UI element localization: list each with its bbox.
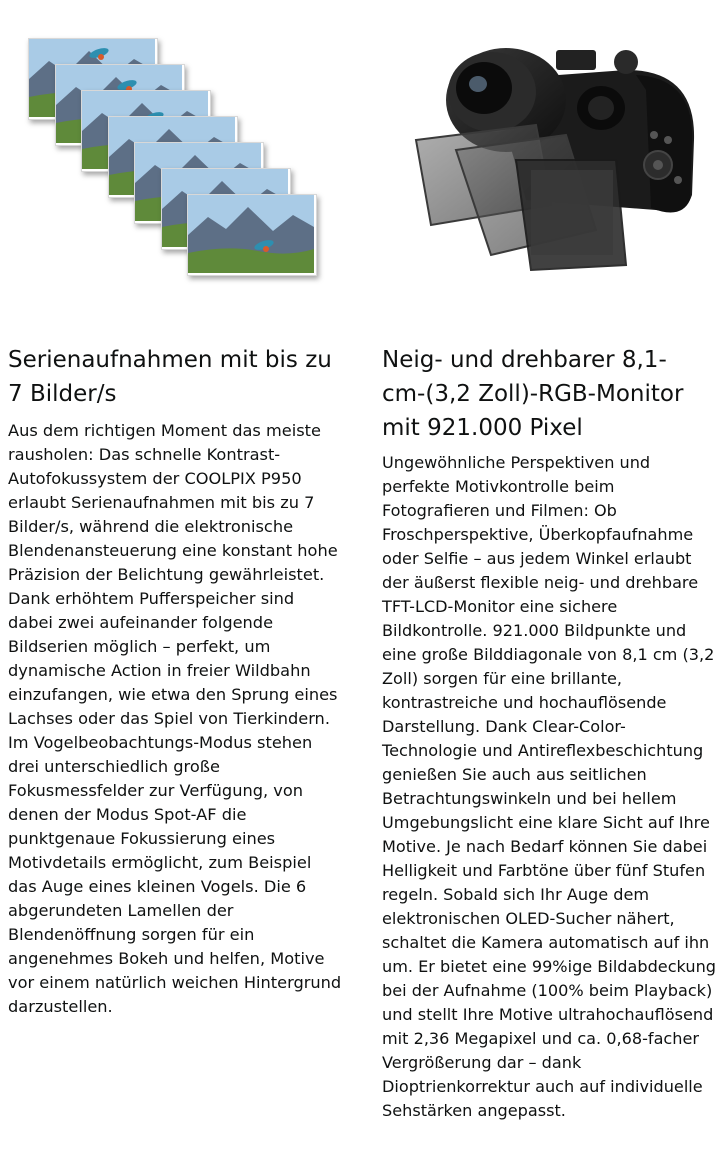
- burst-sequence-image: [0, 0, 340, 320]
- mountain-landscape-icon: [188, 195, 314, 273]
- burst-photo-frame: [187, 194, 317, 276]
- camera-icon: [396, 30, 696, 290]
- camera-tilting-monitor-image: [374, 0, 714, 320]
- feature-title: Neig- und drehbarer 8,1-cm-(3,2 Zoll)-RGB-Monitor mit 921.000 Pixel: [382, 347, 684, 441]
- feature-description: Ungewöhnliche Perspektiven und perfekte Motivkontrolle beim Fotografieren und Filmen: Ob Froschperspektive, Überkopfaufnahme oder Selfie – aus jedem Winkel erlaubt der äußerst flexible neig- und drehbare TFT-LCD-Monitor eine sichere Bildkontrolle. 921.000 Bildpunkte und eine große Bilddiagonale von 8,1 cm (3,2 Zoll) sorgen für eine brillante, kontrastreiche und hochauflösende Darstellung. Dank Clear-Color-Technologie und Antireflexbeschichtung genießen Sie auch aus seitlichen Betrachtungswinkeln und bei hellem Umgebungslicht eine klare Sicht auf Ihre Motive. Je nach Bedarf können Sie dabei Helligkeit und Farbtöne über fünf Stufen regeln. Sobald sich Ihr Auge dem elektronischen OLED-Sucher nähert, schaltet die Kamera automatisch auf ihn um. Er bietet eine 99%ige Bildabdeckung bei der Aufnahme (100% beim Playback) und stellt Ihre Motive ultrahochauflösend mit 2,36 Megapixel und ca. 0,68-facher Vergrößerung dar – dank Dioptrienkorrektur auch auf individuelle Sehstärken angepasst.: [382, 453, 716, 1120]
- feature-burst-shooting: [0, 0, 342, 1016]
- feature-title: Serienaufnahmen mit bis zu 7 Bilder/s: [8, 347, 332, 407]
- feature-description: Aus dem richtigen Moment das meiste rausholen: Das schnelle Kontrast-Autofokussystem der COOLPIX P950 erlaubt Serienaufnahmen mit bis zu 7 Bilder/s, während die elektronische Blendenansteuerung eine konstant hohe Präzision der Belichtung gewährleistet. Dank erhöhtem Pufferspeicher sind dabei zwei aufeinander folgende Bildserien möglich – perfekt, um dynamische Action in freier Wildbahn einzufangen, wie etwa den Sprung eines Lachses oder das Spiel von Tierkindern. Im Vogelbeobachtungs-Modus stehen drei unterschiedlich große Fokusmessfelder zur Verfügung, von denen der Modus Spot-AF die punktgenaue Fokussierung eines Motivdetails ermöglicht, zum Beispiel das Auge eines kleinen Vogels. Die 6 abgerundeten Lamellen der Blendenöffnung sorgen für ein angenehmes Bokeh und helfen, Motive vor einem natürlich weichen Hintergrund darzustellen.: [8, 421, 342, 1016]
- feature-tilting-monitor: [374, 0, 716, 1120]
